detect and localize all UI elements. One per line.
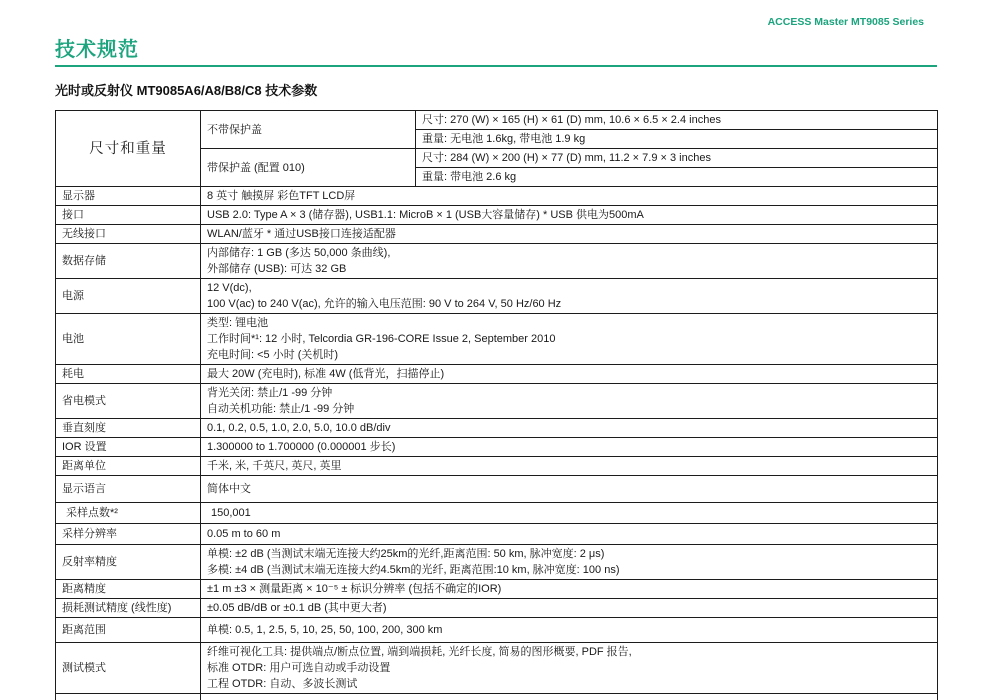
spec-value [201,365,938,384]
table-row [56,545,938,580]
spec-value [201,206,938,225]
spec-value-line: 千米, 米, 千英尺, 英尺, 英里 [207,460,342,472]
spec-value [201,384,938,419]
spec-rows [56,187,938,700]
spec-value-line: 单模: ±2 dB (当测试末端无连接大约25km的光纤,距离范围: 50 km, 脉冲宽度: 2 μs) [207,548,605,560]
spec-value [201,457,938,476]
spec-value [201,314,938,365]
spec-row-label: 采样点数*² [56,503,201,524]
spec-table [55,110,938,700]
spec-value-line: ±1 m ±3 × 测量距离 × 10⁻⁵ ± 标识分辨率 (包括不确定的IOR) [207,583,502,595]
table-row [56,643,938,694]
spec-value-line: USB 2.0: Type A × 3 (储存器), USB1.1: MicroB × 1 (USB大容量储存) * USB 供电为500mA [207,209,644,221]
spec-row-label: 距离范围 [56,618,201,643]
spec-value-line: 100 V(ac) to 240 V(ac), 允许的输入电压范围: 90 V to 264 V, 50 Hz/60 Hz [207,298,562,310]
spec-value [201,643,938,694]
variant-label-no-cover: 不带保护盖 [201,111,416,149]
spec-value-line: 自动关机功能: 禁止/1 -99 分钟 [207,403,355,415]
section-title: 光时或反射仪 MT9085A6/A8/B8/C8 技术参数 [55,83,318,98]
spec-value-line: 0.05 m to 60 m [207,528,281,540]
table-row [56,111,938,130]
table-row [56,618,938,643]
table-row [56,206,938,225]
spec-value-line: 纤维可视化工具: 提供端点/断点位置, 端到端损耗, 光纤长度, 简易的图形概要, PDF 报告, [207,646,632,658]
spec-row-label: 数据存储 [56,244,201,279]
table-row [56,476,938,503]
table-row [56,314,938,365]
spec-row-label: 垂直刻度 [56,419,201,438]
spec-row-label: 距离单位 [56,457,201,476]
spec-value-line: 外部储存 (USB): 可达 32 GB [207,263,347,275]
spec-value-line: ±0.05 dB/dB or ±0.1 dB (其中更大者) [207,602,387,614]
spec-value-line: 内部储存: 1 GB (多达 50,000 条曲线), [207,247,391,259]
spec-value [201,476,938,503]
spec-value-line: 工作时间*¹: 12 小时, Telcordia GR-196-CORE Issue 2, September 2010 [207,333,556,345]
spec-value-line: 8 英寸 触摸屏 彩色TFT LCD屏 [207,190,356,202]
spec-row-label: 省电模式 [56,384,201,419]
spec-value-line: 类型: 锂电池 [207,317,269,329]
spec-value [201,618,938,643]
spec-value-weight-no-cover: 重量: 无电池 1.6kg, 带电池 1.9 kg [416,130,938,149]
table-row [56,187,938,206]
spec-value-line: 150,001 [211,507,251,519]
variant-label-with-cover: 带保护盖 (配置 010) [201,149,416,187]
spec-row-label: 反射率精度 [56,545,201,580]
spec-value-dimension-no-cover: 尺寸: 270 (W) × 165 (H) × 61 (D) mm, 10.6 × 6.5 × 2.4 inches [416,111,938,130]
table-row [56,384,938,419]
page-title: 技术规范 [55,39,139,61]
spec-value [201,599,938,618]
table-row [56,524,938,545]
spec-value-line: 工程 OTDR: 自动、多波长测试 [207,678,358,690]
spec-row-label: 采样分辨率 [56,524,201,545]
spec-value-line: WLAN/蓝牙 * 通过USB接口连接适配器 [207,228,396,240]
dimensions-weight-block [56,111,938,187]
spec-value [201,580,938,599]
spec-value [201,694,938,700]
spec-value-line: 单模: 0.5, 1, 2.5, 5, 10, 25, 50, 100, 200, 300 km [207,624,443,636]
spec-value [201,545,938,580]
spec-value-line: 充电时间: <5 小时 (关机时) [207,349,339,361]
spec-value-line: 背光关闭: 禁止/1 -99 分钟 [207,387,333,399]
spec-value [201,503,938,524]
row-label-dimensions-weight: 尺寸和重量 [56,111,201,187]
spec-value [201,187,938,206]
spec-row-label: 显示语言 [56,476,201,503]
spec-row-label: 损耗测试精度 (线性度) [56,599,201,618]
spec-value-line: 12 V(dc), [207,282,252,294]
table-row [56,244,938,279]
table-row [56,438,938,457]
spec-value-line: 0.1, 0.2, 0.5, 1.0, 2.0, 5.0, 10.0 dB/div [207,422,391,434]
spec-row-label: 无线接口 [56,225,201,244]
spec-value [201,244,938,279]
table-row [56,279,938,314]
spec-value [201,279,938,314]
spec-row-label: 接口 [56,206,201,225]
spec-value-weight-with-cover: 重量: 带电池 2.6 kg [416,168,938,187]
spec-row-label: 耗电 [56,365,201,384]
table-row [56,419,938,438]
spec-row-label: IOR 设置 [56,438,201,457]
spec-value-line: 最大 20W (充电时), 标准 4W (低背光，扫描停止) [207,368,445,380]
spec-value-line: 1.300000 to 1.700000 (0.000001 步长) [207,441,396,453]
spec-row-label: 显示器 [56,187,201,206]
table-row [56,694,938,700]
spec-value-line: 简体中文 [207,483,251,495]
table-row [56,580,938,599]
spec-row-label [56,694,201,700]
title-divider [55,65,937,67]
spec-row-label: 电池 [56,314,201,365]
spec-value [201,524,938,545]
brand-text: ACCESS Master MT9085 Series [767,16,924,28]
table-row [56,225,938,244]
spec-value-dimension-with-cover: 尺寸: 284 (W) × 200 (H) × 77 (D) mm, 11.2 × 7.9 × 3 inches [416,149,938,168]
table-row [56,599,938,618]
spec-value-line: 标准 OTDR: 用户可选自动或手动设置 [207,662,391,674]
spec-value [201,438,938,457]
spec-row-label: 电源 [56,279,201,314]
spec-value-line: 多模: ±4 dB (当测试末端无连接大约4.5km的光纤, 距离范围:10 km, 脉冲宽度: 100 ns) [207,564,620,576]
spec-row-label: 距离精度 [56,580,201,599]
table-row [56,503,938,524]
spec-value [201,225,938,244]
table-row [56,365,938,384]
table-row [56,457,938,476]
spec-value [201,419,938,438]
spec-row-label: 测试模式 [56,643,201,694]
